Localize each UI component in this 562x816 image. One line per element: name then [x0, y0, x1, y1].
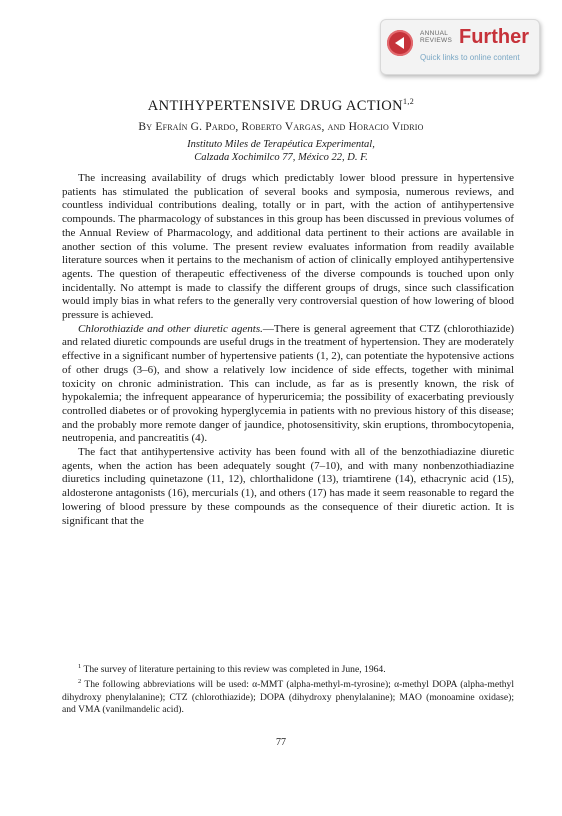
footnote-1 [62, 661, 514, 676]
footnote-2-text: The following abbreviations will be used: α-MMT (alpha-methyl-m-tyrosine); α-methyl DOPA (alpha-methyl dihydroxy phenylalanine); CTZ (chlorothiazide); DOPA (dihydroxy phenylalanine); MAO (monoamine oxidase); and VMA (vanilmandelic acid). [62, 679, 515, 715]
paragraph-2-text: —There is general agreement that CTZ (chlorothiazide) and related diuretic compounds are useful drugs in the treatment of hypertension. They are moderately effective in a significant number of hypertensive patients (1, 2), can potentiate the hypotensive actions of other drugs (3–6), and show a relatively low incidence of side effects, together with minimal toxicity on chronic administration. This can include, as far as is presently known, the risk of hypokalemia; the infrequent appearance of hyperuricemia; the possibility of exacerbating previously controlled diabetes or of provoking hyperglycemia in patients with no previous history of this disease; and the probably more remote danger of jaundice, photosensitivity, skin eruptions, thrombocytopenia, neutropenia, and pancreatitis (4). [62, 322, 514, 445]
brand-line-2: REVIEWS [420, 37, 453, 44]
article-title [0, 93, 562, 115]
title-footnote-marks: 1,2 [403, 97, 415, 106]
paragraph-1: The increasing availability of drugs which predictably lower blood pressure in hypertensive patients has stimulated the publication of several books and symposia, numerous reviews, and countless individual contributions dealing, totally or in part, with the action of antihypertensive compounds. The pharmacology of substances in this group has been discussed in previous volumes of the Annual Review of Pharmacology, and additional data pertinent to their actions are available in another section of this volume. The present review evaluates information from readily available literature sources when it pertains to the mechanism of action of clinically employed antihypertensive agents. The question of therapeutic effectiveness of the diverse compounds is touched upon only incidentally. No attempt is made to classify the different groups of drugs, since such classification would imply bias in what refers to the generally very controversial question of how lowering of blood pressure is achieved. [62, 172, 514, 322]
further-label[interactable]: Further [459, 26, 529, 48]
affiliation-line-1: Instituto Miles de Terapéutica Experimental, [187, 139, 375, 150]
section-heading-diuretics: Chlorothiazide and other diuretic agents. [78, 322, 263, 335]
footnote-2-mark: 2 [78, 678, 82, 686]
paragraph-2 [62, 323, 514, 446]
banner-tagline[interactable]: Quick links to online content [420, 53, 520, 62]
further-banner[interactable] [380, 19, 540, 75]
authors: By Efraín G. Pardo, Roberto Vargas, and Horacio Vidrio [138, 121, 424, 133]
annual-reviews-logo [420, 30, 456, 44]
article-title-text: ANTIHYPERTENSIVE DRUG ACTION [147, 97, 403, 114]
paragraph-3: The fact that antihypertensive activity has been found with all of the benzothiadiazine diuretic agents, when the action has been adequately sought (7–10), and with many nonbenzothiadiazine diuretics including quinetazone (11, 12), chlorthalidone (13), triamtirene (14), ethacrynic acid (15), aldosterone antagonists (16), mercurials (1), and others (17) has made it seem reasonable to regard the lowering of blood pressure by these compounds as the consequence of their diuretic action. It is significant that the [62, 446, 514, 527]
footnotes [62, 661, 514, 716]
footnote-1-text: The survey of literature pertaining to this review was completed in June, 1964. [83, 664, 386, 676]
play-circle-icon[interactable] [387, 30, 413, 56]
affiliation-line-2: Calzada Xochimilco 77, México 22, D. F. [194, 152, 368, 163]
brand-line-1: ANNUAL [420, 30, 449, 37]
footnote-1-mark: 1 [78, 663, 82, 670]
article-body [62, 170, 514, 528]
page-number: 77 [276, 737, 286, 748]
footnote-2 [62, 676, 514, 716]
